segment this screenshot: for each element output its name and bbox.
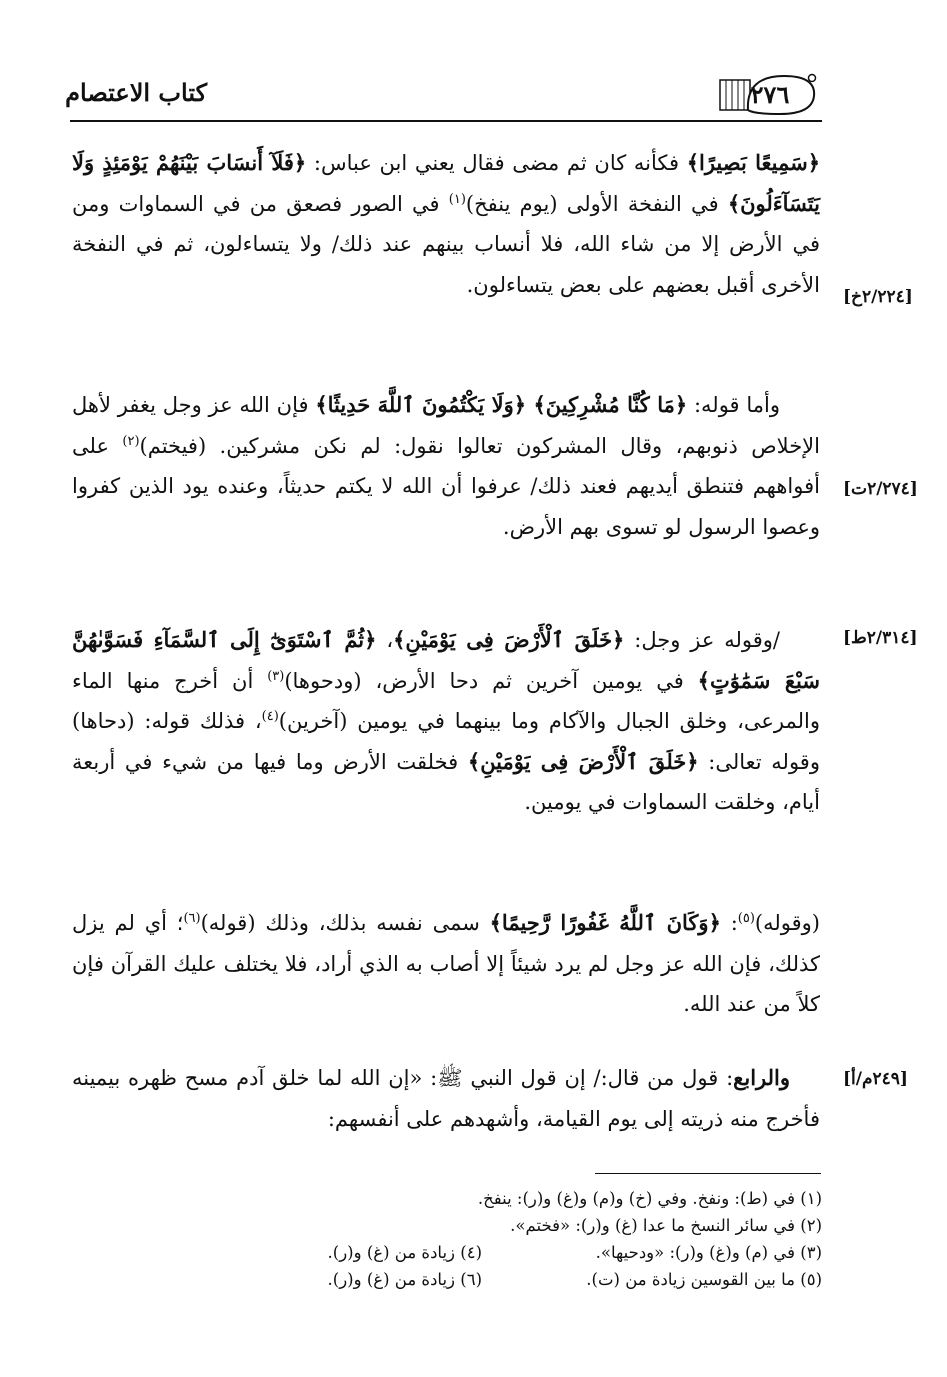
footnote-divider xyxy=(595,1173,821,1174)
footnote: (٣) في (م) و(غ) و(ر): «ودحيها». xyxy=(595,1243,822,1262)
footnote-row xyxy=(150,1266,822,1293)
quran-verse: ﴿مَا كُنَّا مُشْرِكِينَ﴾ xyxy=(533,392,688,417)
paragraph-4 xyxy=(72,903,820,1025)
body-text: فإن الله عز وجل يغفر لأهل الإخلاص ذنوبهم، وقال المشركون تعالوا نقول: لم نكن مشركين. (فيختم) xyxy=(72,393,820,458)
paragraph-2 xyxy=(72,385,820,547)
body-text: ؛ أي لم يزل كذلك، فإن الله عز وجل لم يرد شيئاً إلا أصاب به الذي أراد، فلا يختلف عليك القرآن فإن كلاً من عند الله. xyxy=(72,911,820,1016)
footnote: (١) في (ط): ونفخ. وفي (خ) و(م) و(غ) و(ر): ينفخ. xyxy=(477,1189,822,1208)
footnotes xyxy=(150,1185,822,1293)
quran-verse: ﴿خَلَقَ ٱلْأَرْضَ فِى يَوْمَيْنِ﴾ xyxy=(393,627,625,652)
body-text: ، فذلك قوله: (دحاها) وقوله تعالى: xyxy=(72,709,820,774)
page-number: ٢٧٦ xyxy=(750,80,790,109)
paragraph-3 xyxy=(72,620,820,823)
footnote: (٤) زيادة من (غ) و(ر). xyxy=(327,1243,482,1262)
margin-ref: [٢/٢٢٤خ] xyxy=(843,287,913,307)
quran-verse: ﴿سَمِيعًا بَصِيرًا﴾ xyxy=(686,150,821,175)
body-text: وأما قوله: xyxy=(687,393,781,417)
body-text: : قول من قال:/ إن قول النبي ﷺ: «إن الله لما خلق آدم مسح ظهره بيمينه فأخرج منه ذريته إلى يوم القيامة، وأشهدهم على أنفسهم: xyxy=(72,1066,820,1131)
quran-verse: ﴿وَلَا يَكْتُمُونَ ٱللَّهَ حَدِيثًا﴾ xyxy=(315,392,534,417)
body-text: على أفواههم فتنطق أيديهم فعند ذلك/ عرفوا أن الله لا يكتم حديثاً، وعنده يود الذين كفروا وعصوا الرسول لو تسوى بهم الأرض. xyxy=(72,433,820,539)
quran-verse: ﴿وَكَانَ ٱللَّهُ غَفُورًا رَّحِيمًا﴾ xyxy=(489,910,721,935)
section-heading-word: والرابع xyxy=(733,1065,790,1090)
margin-ref: [٢٤٩م/أ] xyxy=(843,1069,908,1089)
paragraph-5 xyxy=(72,1058,820,1139)
quran-verse: ﴿فَلَآ أَنسَابَ بَيْنَهُمْ يَوْمَئِذٍ وَلَا يَتَسَآءَلُونَ﴾ xyxy=(72,150,820,216)
body-text: فخلقت الأرض وما فيها من شيء في أربعة أيام، وخلقت السماوات في يومين. xyxy=(72,749,820,814)
body-text: أن أخرج منها الماء والمرعى، وخلق الجبال والآكام وما بينهما في يومين (آخرين) xyxy=(72,668,820,733)
footnote-marker: (٦) xyxy=(183,911,201,926)
quran-verse: ﴿ثُمَّ ٱسْتَوَىٰٓ إِلَى ٱلسَّمَآءِ فَسَوَّىٰهُنَّ سَبْعَ سَمَٰوَٰتٍ﴾ xyxy=(72,627,820,693)
body-text: ، xyxy=(376,628,394,652)
footnote-marker: (٣) xyxy=(267,668,285,684)
margin-ref: [٢/٢٧٤ت] xyxy=(843,479,918,499)
body-text: : xyxy=(720,911,738,935)
body-text: في يومين آخرين ثم دحا الأرض، (ودحوها) xyxy=(284,668,698,693)
book-title: كتاب الاعتصام xyxy=(65,78,207,107)
footnote: (٢) في سائر النسخ ما عدا (غ) و(ر): «فختم». xyxy=(510,1216,822,1235)
paragraph-1 xyxy=(72,143,820,305)
body-text: سمى نفسه بذلك، وذلك (قوله) xyxy=(200,911,490,935)
body-text: في النفخة الأولى (يوم ينفخ) xyxy=(465,191,728,216)
footnote-row xyxy=(150,1212,822,1239)
footnote-marker: (٤) xyxy=(261,709,279,724)
quran-verse: ﴿خَلَقَ ٱلْأَرْضَ فِى يَوْمَيْنِ﴾ xyxy=(467,748,699,774)
header-divider xyxy=(70,120,822,122)
footnote-marker: (٥) xyxy=(737,911,755,926)
footnote: (٦) زيادة من (غ) و(ر). xyxy=(327,1270,482,1289)
footnote-marker: (٢) xyxy=(122,433,140,449)
body-text: (وقوله) xyxy=(754,911,820,935)
footnote-marker: (١) xyxy=(448,191,466,207)
margin-ref: [٢/٣١٤ط] xyxy=(843,628,918,648)
footnote-row xyxy=(150,1239,822,1266)
body-text: فكأنه كان ثم مضى فقال يعني ابن عباس: xyxy=(306,151,687,175)
body-text: /وقوله عز وجل: xyxy=(624,628,780,652)
footnote: (٥) ما بين القوسين زيادة من (ت). xyxy=(586,1270,822,1289)
body-text: في الصور فصعق من في السماوات ومن في الأرض إلا من شاء الله، فلا أنساب بينهم عند ذلك/ ولا يتساءلون، ثم في النفخة الأخرى أقبل بعضهم على بعض يتساءلون. xyxy=(72,191,820,297)
footnote-row xyxy=(150,1185,822,1212)
